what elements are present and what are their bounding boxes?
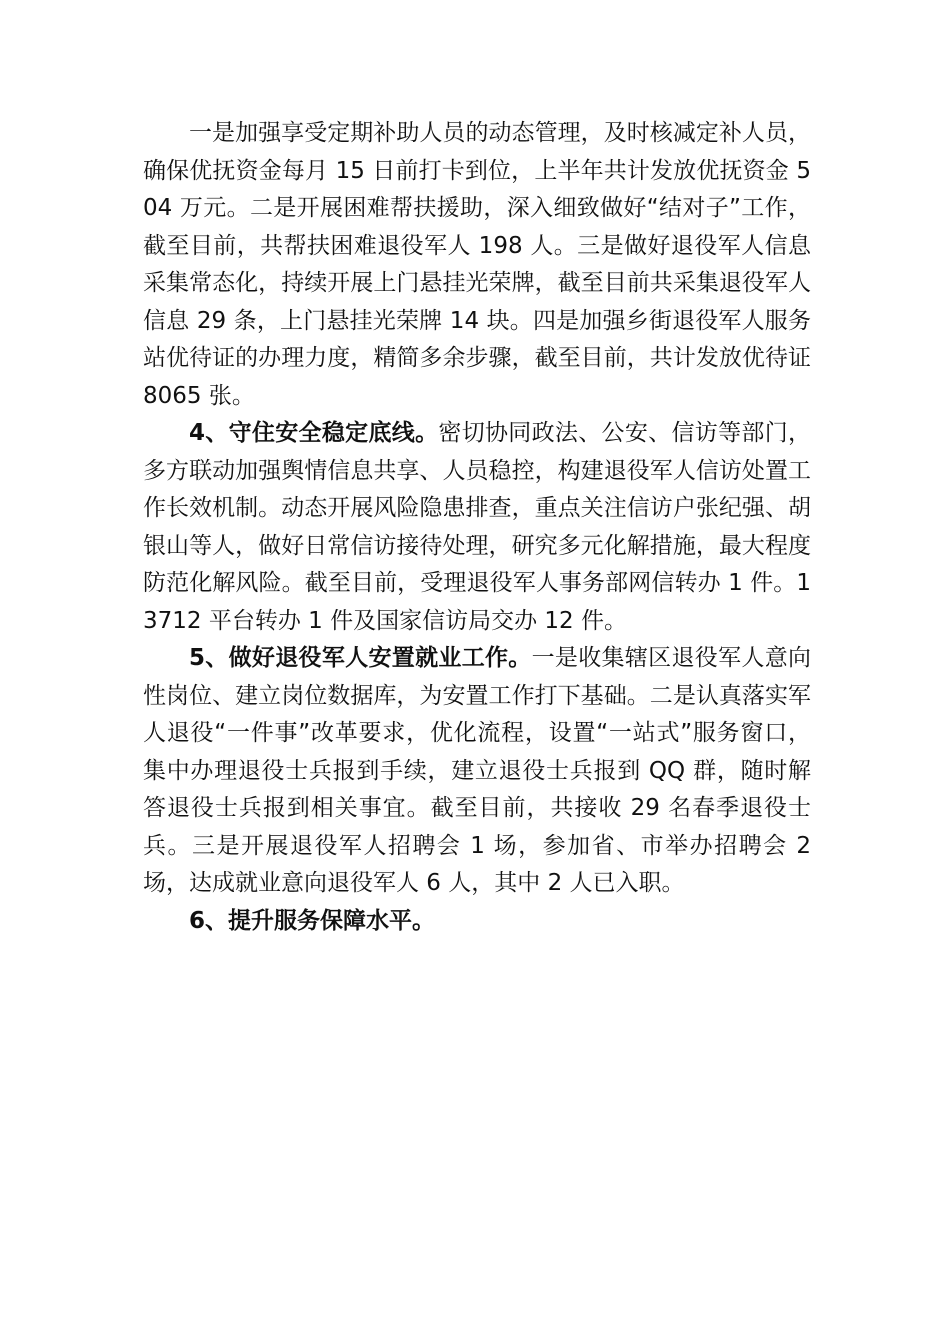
paragraph-service-guarantee bbox=[143, 903, 811, 941]
paragraph-text: 密切协同政法、公安、信访等部门，多方联动加强舆情信息共享、人员稳控，构建退役军人信访处置工作长效机制。动态开展风险隐患排查，重点关注信访户张纪强、胡银山等人，做好日常信访接待处理，研究多元化解措施，最大程度防范化解风险。截至目前，受理退役军人事务部网信转办 1 件。13712 平台转办 1 件及国家信访局交办 12 件。 bbox=[143, 420, 811, 634]
paragraph-employment bbox=[143, 640, 811, 903]
paragraph-text: 一是收集辖区退役军人意向性岗位、建立岗位数据库，为安置工作打下基础。二是认真落实军人退役“一件事”改革要求，优化流程，设置“一站式”服务窗口，集中办理退役士兵报到手续，建立退役士兵报到 QQ 群，随时解答退役士兵报到相关事宜。截至目前，共接收 29 名春季退役士兵。三是开展退役军人招聘会 1 场，参加省、市举办招聘会 2 场，达成就业意向退役军人 6 人，其中 2 人已入职。 bbox=[143, 645, 812, 896]
document-body bbox=[143, 115, 811, 940]
paragraph-heading: 5、做好退役军人安置就业工作。 bbox=[189, 645, 532, 671]
paragraph-safety-stability bbox=[143, 415, 811, 640]
paragraph-heading: 6、提升服务保障水平。 bbox=[189, 907, 436, 934]
paragraph-text: 一是加强享受定期补助人员的动态管理，及时核减定补人员，确保优抚资金每月 15 日前打卡到位，上半年共计发放优抚资金 504 万元。二是开展困难帮扶援助，深入细致做好“结对子”工作，截至目前，共帮扶困难退役军人 198 人。三是做好退役军人信息采集常态化，持续开展上门悬挂光荣牌，截至目前共采集退役军人信息 29 条，上门悬挂光荣牌 14 块。四是加强乡街退役军人服务站优待证的办理力度，精简多余步骤，截至目前，共计发放优待证 8065 张。 bbox=[143, 120, 811, 409]
paragraph-heading: 4、守住安全稳定底线。 bbox=[189, 420, 439, 446]
paragraph-support-management bbox=[143, 115, 811, 415]
